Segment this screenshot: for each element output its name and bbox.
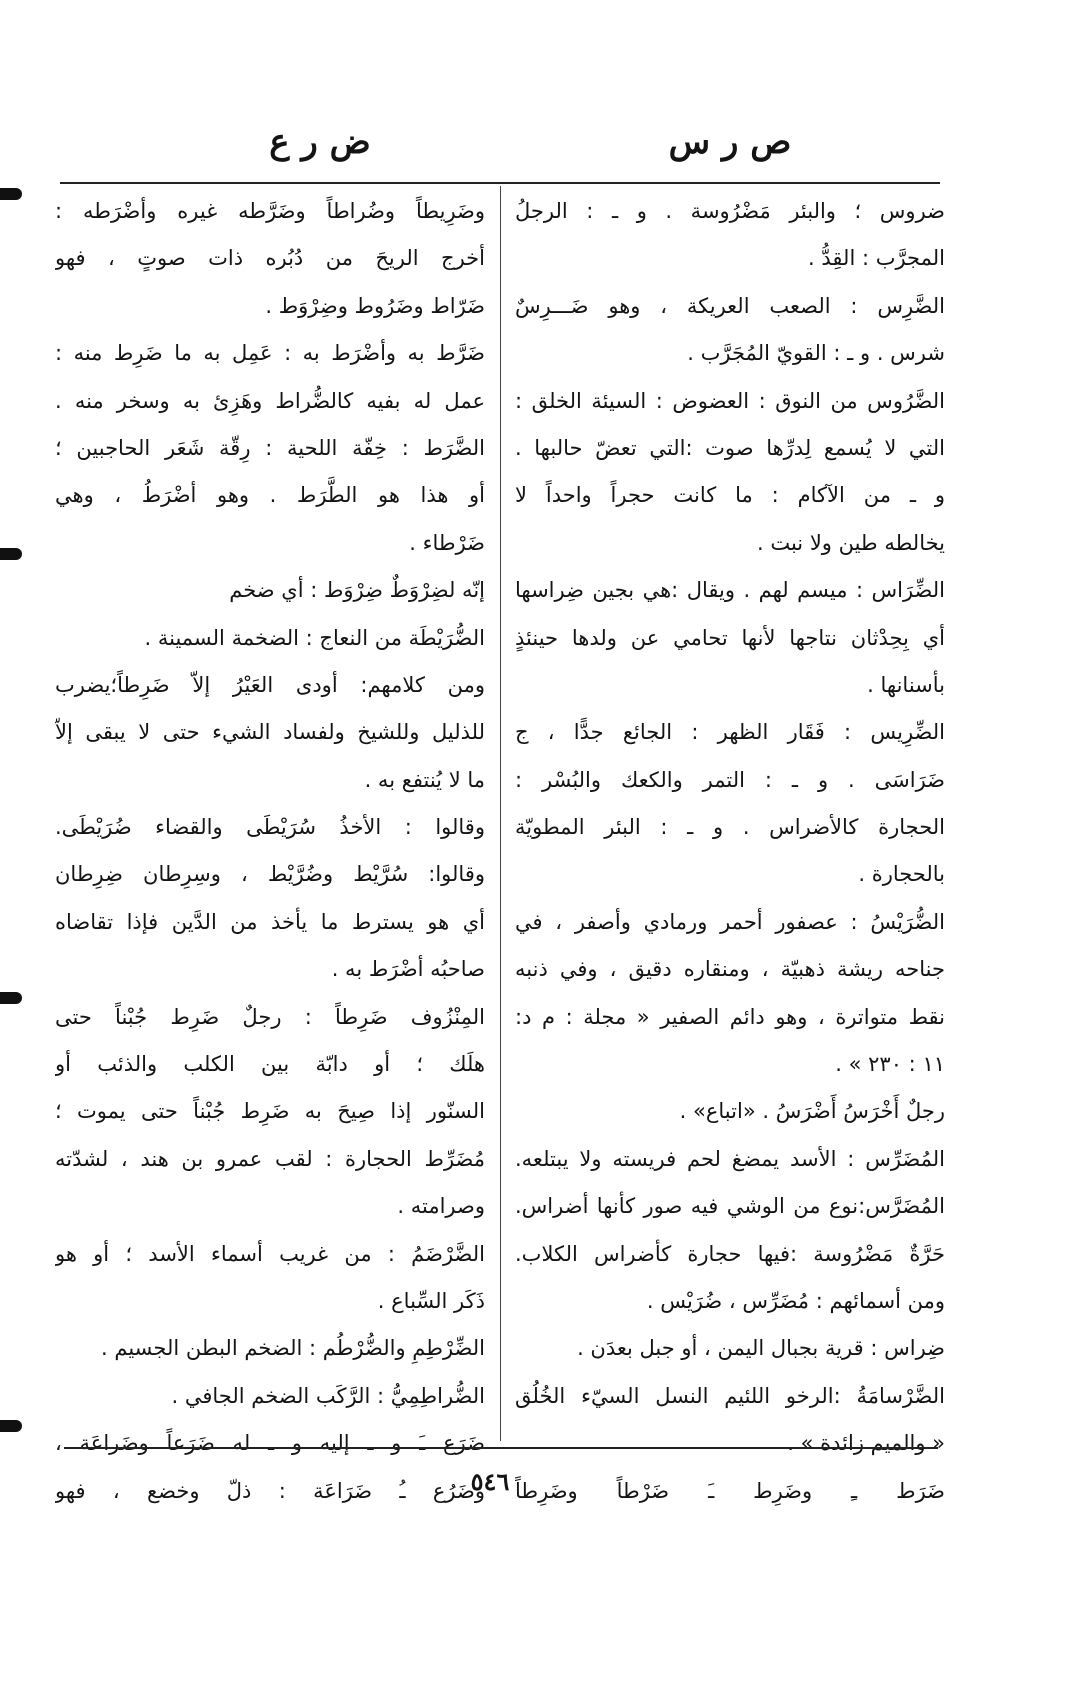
entry-line	[55, 1420, 485, 1467]
entry-text: مُضَرِّط الحجارة : لقب عمرو بن هند ، لشدّته	[55, 1146, 485, 1171]
entry-line	[515, 615, 945, 662]
entry-text: و ـ من الآكام : ما كانت حجراً واحداً لا	[515, 483, 945, 508]
entry-line	[515, 804, 945, 851]
entry-line	[515, 235, 945, 282]
entry-line	[55, 757, 485, 804]
entry-text: وقالوا : الأخذُ سُرَيْطَى والقضاء ضُرَيْطَى.	[55, 815, 485, 840]
entry-text: الضَّرُوس من النوق : العضوض : السيئة الخلق :	[515, 388, 945, 413]
left-column	[55, 188, 485, 1515]
entry-line	[515, 709, 945, 756]
entry-text: عمل له بفيه كالضُّراط وهَزِئ به وسخر منه .	[55, 388, 485, 413]
entry-text: أخرج الريحَ من دُبُره ذات صوتٍ ، فهو	[55, 246, 485, 271]
entry-text: المجرَّب : القِدُّ .	[808, 246, 945, 271]
entry-text: الحجارة كالأضراس . و ـ : البئر المطويّة	[515, 815, 945, 840]
entry-line	[55, 1468, 485, 1515]
entry-text: التي لا يُسمع لِدرِّها صوت :التي تعضّ حالبها .	[515, 435, 945, 460]
entry-text: الضِّرَاس : ميسم لهم . ويقال :هي بجين ضِراسها	[515, 578, 945, 603]
entry-line	[515, 662, 945, 709]
entry-text: وضَرِيطاً وضُراطاً وضَرَّطه غيره وأضْرَطه :	[55, 199, 485, 223]
scan-edge-mark	[0, 548, 22, 560]
entry-text: يخالطه طين ولا نبت .	[756, 530, 945, 555]
entry-line	[55, 1041, 485, 1088]
running-header-left: ض ر ع	[269, 122, 371, 162]
entry-text: نقط متواترة ، وهو دائم الصفير « مجلة : م د:	[515, 1004, 945, 1029]
entry-line	[515, 851, 945, 898]
entry-line	[55, 1231, 485, 1278]
entry-text: ضَرَع ـَ و ـ إليه و ـ له ضَرَعاً وضَراعَة ،	[55, 1431, 485, 1456]
entry-line	[55, 567, 485, 614]
entry-text: ضَرَاسَى . و ـ : التمر والكعك والبُسْر :	[515, 767, 945, 792]
entry-text: ذَكَر السِّباع .	[377, 1288, 485, 1313]
entry-line	[515, 1231, 945, 1278]
entry-text: ضِراس : قرية بجبال اليمن ، أو جبل بعدَن .	[577, 1336, 945, 1361]
entry-text: أو هذا هو الطَّرَط . وهو أضْرَطُ ، وهي	[55, 483, 485, 508]
entry-text: وصرامته .	[397, 1194, 485, 1219]
entry-line	[515, 1278, 945, 1325]
entry-line	[515, 567, 945, 614]
entry-line	[55, 899, 485, 946]
entry-line	[55, 946, 485, 993]
entry-text: شرس . و ـ : القويّ المُجَرَّب .	[687, 341, 945, 366]
entry-line	[55, 615, 485, 662]
scan-edge-mark	[0, 1420, 22, 1432]
entry-line	[55, 709, 485, 756]
entry-text: هلَك ؛ أو دابّة بين الكلب والذئب أو	[55, 1052, 485, 1077]
entry-text: أي بِحِدْثان نتاجها لأنها تحامي عن ولدها حينئذٍ	[515, 625, 945, 650]
entry-text: ومن كلامهم: أودى العَيْرُ إلاّ ضَرِطاً؛يضرب	[55, 672, 485, 697]
entry-text: المِنْزُوف ضَرِطاً : رجلٌ ضَرِط جُبْناً حتى	[55, 1004, 485, 1029]
entry-text: الضَّرَط : خِفّة اللحية : رِقّة شَعَر الحاجبين ؛	[55, 435, 485, 460]
entry-line	[515, 330, 945, 377]
entry-line	[515, 899, 945, 946]
entry-line	[55, 425, 485, 472]
entry-text: وضَرُع ـُ ضَرَاعَة : ذلّ وخضع ، فهو	[55, 1478, 485, 1503]
entry-text: السنّور إذا صِيحَ به ضَرِط جُبْناً حتى يموت ؛	[55, 1099, 485, 1124]
entry-text: الضُّرَيْسُ : عصفور أحمر ورمادي وأصفر ، في	[515, 909, 945, 934]
page-number: ٥٤٦	[470, 1467, 510, 1496]
entry-text: الضُّرَيْطَة من النعاج : الضخمة السمينة .	[144, 625, 485, 650]
entry-line	[515, 1420, 945, 1467]
entry-text: ضَرْطاء .	[409, 530, 485, 555]
entry-line	[515, 1183, 945, 1230]
entry-text: وقالوا: سُرَّيْط وضُرَّيْط ، وسِرِطان ضِرِطان	[55, 862, 485, 887]
entry-text: للذليل وللشيخ ولفساد الشيء حتى لا يبقى إلاّ	[55, 720, 485, 745]
entry-text: إنّه لضِرْوَطٌ ضِرْوَط : أي ضخم	[229, 578, 485, 603]
entry-text: الضَّرْسامَةُ :الرخو اللئيم النسل السيّء الخُلُق	[515, 1383, 945, 1408]
entry-text: ضَرَّط به وأضْرَط به : عَمِل به ما ضَرِط منه :	[55, 341, 485, 366]
entry-text: جناحه ريشة ذهبيّة ، ومنقاره دقيق ، وفي ذنبه	[515, 957, 945, 982]
entry-line	[55, 188, 485, 235]
entry-text: بالحجارة .	[858, 862, 945, 887]
entry-text: رجلٌ أَخْرَسُ أَضْرَسُ . «اتباع» .	[679, 1099, 945, 1124]
entry-line	[55, 662, 485, 709]
entry-line	[55, 472, 485, 519]
scan-edge-mark	[0, 188, 22, 200]
entry-line	[55, 1136, 485, 1183]
entry-line	[515, 1088, 945, 1135]
scan-edge-mark	[0, 992, 22, 1004]
entry-text: حَرَّةٌ مَضْرُوسة :فيها حجارة كأضراس الكلاب.	[515, 1241, 945, 1266]
entry-line	[55, 1088, 485, 1135]
entry-text: صاحبُه أضْرَط به .	[331, 957, 485, 982]
entry-line	[515, 1468, 945, 1515]
entry-line	[515, 520, 945, 567]
entry-text: المُضَرِّس : الأسد يمضغ لحم فريسته ولا يبتلعه.	[515, 1146, 945, 1171]
entry-text: المُضَرَّس:نوع من الوشي فيه صور كأنها أضراس.	[515, 1194, 945, 1219]
entry-line	[55, 994, 485, 1041]
entry-line	[515, 946, 945, 993]
right-column	[515, 188, 945, 1515]
entry-text: « والميم زائدة » .	[787, 1431, 945, 1456]
entry-text: ومن أسمائهم : مُضَرِّس ، ضُرَيْس .	[646, 1288, 945, 1313]
entry-line	[55, 378, 485, 425]
entry-text: الضَّرْضَمُ : من غريب أسماء الأسد ؛ أو هو	[55, 1241, 485, 1266]
entry-text: أي هو يسترط ما يأخذ من الدَّين فإذا تقاضاه	[55, 909, 485, 934]
entry-text: الضُّراطِمِيُّ : الرَّكَب الضخم الجافي .	[171, 1383, 485, 1408]
entry-text: ١١ : ٢٣٠ » .	[835, 1052, 945, 1077]
entry-line	[515, 425, 945, 472]
entry-line	[515, 283, 945, 330]
entry-line	[55, 1278, 485, 1325]
entry-line	[55, 235, 485, 282]
entry-line	[515, 1325, 945, 1372]
entry-line	[515, 994, 945, 1041]
entry-line	[515, 378, 945, 425]
entry-text: بأسنانها .	[867, 672, 945, 697]
entry-line	[515, 188, 945, 235]
entry-line	[55, 1183, 485, 1230]
entry-text: ضَرّاط وضَرُوط وضِرْوَط .	[265, 293, 485, 318]
entry-line	[55, 520, 485, 567]
column-divider	[500, 186, 501, 1441]
entry-line	[515, 757, 945, 804]
header-rule	[60, 182, 940, 184]
entry-line	[55, 1325, 485, 1372]
entry-line	[515, 1373, 945, 1420]
entry-line	[55, 851, 485, 898]
entry-line	[515, 1041, 945, 1088]
footer-rule	[64, 1447, 938, 1449]
entry-text: ضَرَط ـِ وضَرِط ـَ ضَرْطاً وضَرِطاً	[515, 1478, 945, 1503]
entry-line	[55, 1373, 485, 1420]
entry-line	[55, 283, 485, 330]
entry-text: ضروس ؛ والبئر مَضْرُوسة . و ـ : الرجلُ	[515, 199, 945, 223]
entry-line	[55, 330, 485, 377]
running-header-right: ص ر س	[668, 122, 792, 162]
entry-line	[515, 472, 945, 519]
entry-text: الضِّرْطِمِ والضُّرْطُم : الضخم البطن الجسيم .	[101, 1336, 485, 1361]
entry-line	[515, 1136, 945, 1183]
entry-line	[55, 804, 485, 851]
entry-text: ما لا يُنتفع به .	[364, 767, 485, 792]
entry-text: الضِّرِيس : فَقَار الظهر : الجائع جدًّا ، ج	[515, 720, 945, 745]
entry-text: الضَّرِس : الصعب العريكة ، وهو ضَـــرِسٌ	[515, 293, 945, 318]
